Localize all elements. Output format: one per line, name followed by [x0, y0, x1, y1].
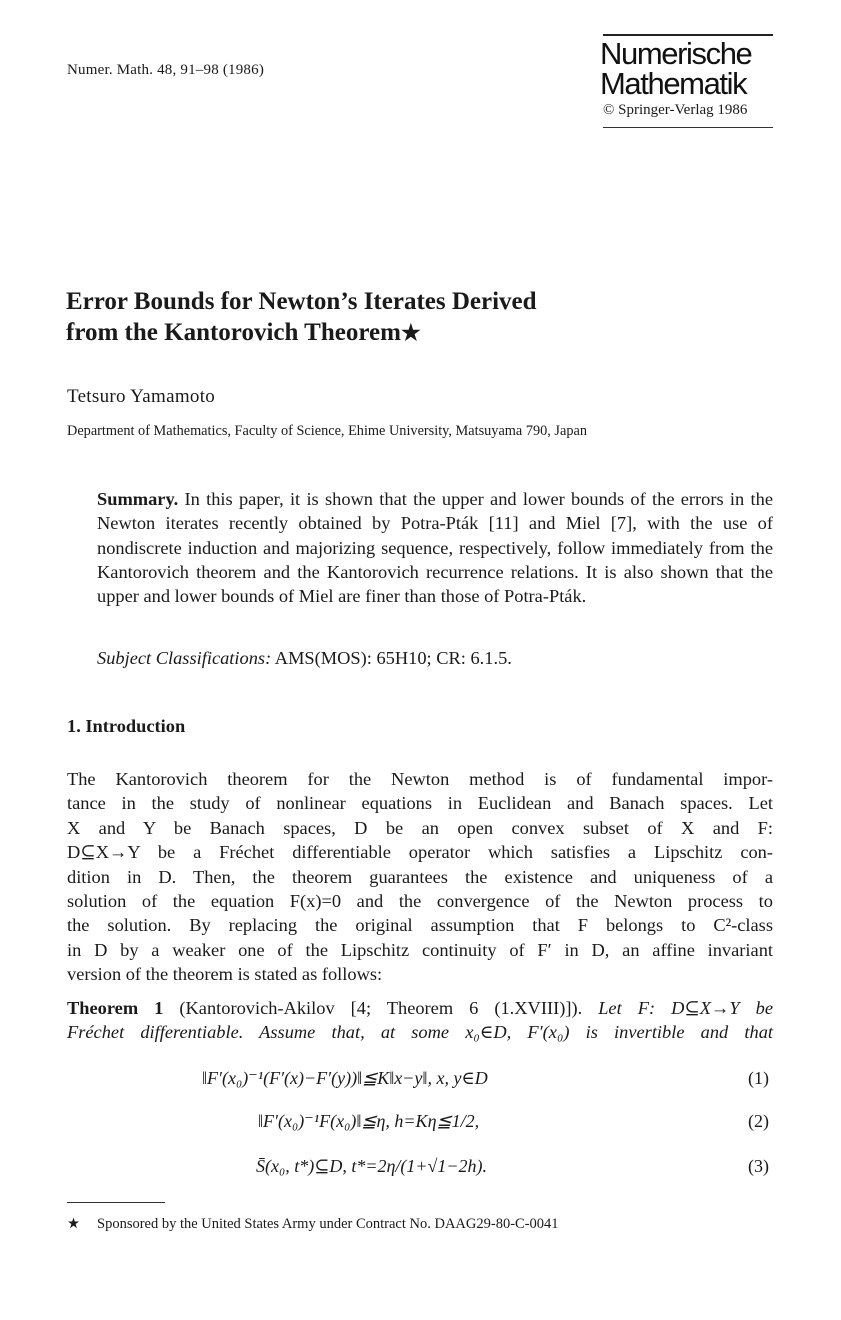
journal-name-line2: Mathematik	[600, 66, 747, 101]
footnote-text: Sponsored by the United States Army under Contract No. DAAG29-80-C-0041	[97, 1216, 559, 1232]
title-line-2: from the Kantorovich Theorem	[66, 319, 401, 346]
publisher-copyright: © Springer-Verlag 1986	[603, 102, 748, 118]
footnote-star: ★	[67, 1216, 80, 1232]
equation-3-number: (3)	[748, 1156, 769, 1176]
subject-codes: AMS(MOS): 65H10; CR: 6.1.5.	[274, 648, 512, 668]
intro-line: dition in D. Then, the theorem guarantees the existence and uniqueness of a	[67, 866, 773, 887]
theorem-source: (Kantorovich-Akilov [4; Theorem 6 (1.XVIII)]).	[179, 998, 583, 1018]
title-footnote-star: ★	[400, 320, 421, 345]
logo-rule-bottom	[603, 127, 773, 128]
intro-line: in D by a weaker one of the Lipschitz continuity of F′ in D, an affine invariant	[67, 939, 773, 960]
theorem-text-2: Fréchet differentiable. Assume that, at some x₀∈D, F′(x₀) is invertible and that	[67, 1022, 773, 1043]
summary-text: In this paper, it is shown that the upper and lower bounds of the errors in the Newton iterates recently obtained by Potra-Pták [11] and Miel [7], with the use of nondiscrete induction and majorizing sequence, respectively, follow immediately from the Kantorovich theorem and the Kantorovich recurrence relations. It is also shown that the upper and lower bounds of Miel are finer than those of Potra-Pták.	[97, 489, 773, 607]
subject-classifications	[97, 648, 512, 669]
intro-line: solution of the equation F(x)=0 and the convergence of the Newton process to	[67, 891, 773, 912]
author-affiliation: Department of Mathematics, Faculty of Science, Ehime University, Matsuyama 790, Japan	[67, 423, 587, 439]
equation-2: ‖F′(x₀)⁻¹F(x₀)‖≦η, h=Kη≦1/2,	[258, 1111, 480, 1131]
theorem-line-1	[67, 996, 773, 1020]
author-name: Tetsuro Yamamoto	[67, 386, 216, 407]
title-line-1: Error Bounds for Newton’s Iterates Derived	[66, 288, 537, 315]
journal-citation: Numer. Math. 48, 91–98 (1986)	[67, 62, 265, 78]
subject-label: Subject Classifications:	[97, 648, 272, 668]
intro-line: The Kantorovich theorem for the Newton method is of fundamental impor-	[67, 769, 773, 789]
footnote	[67, 1216, 559, 1233]
intro-line: D⊆X→Y be a Fréchet differentiable operator which satisfies a Lipschitz con-	[67, 842, 773, 863]
equation-2-number: (2)	[748, 1111, 769, 1131]
paper-title	[66, 286, 706, 348]
equation-1-number: (1)	[748, 1068, 769, 1088]
introduction-paragraph	[67, 767, 773, 987]
theorem-text-1: Let F: D⊆X→Y be	[598, 998, 773, 1018]
intro-line: the solution. By replacing the original assumption that F belongs to C²-class	[67, 915, 773, 936]
theorem-label: Theorem 1	[67, 998, 164, 1018]
journal-name-line1: Numerische	[600, 36, 752, 71]
theorem-1-statement	[67, 996, 773, 1045]
summary-paragraph	[97, 487, 773, 608]
intro-line: X and Y be Banach spaces, D be an open convex subset of X and F:	[67, 817, 773, 838]
theorem-line-2	[67, 1020, 773, 1044]
equation-1: ‖F′(x₀)⁻¹(F′(x)−F′(y))‖≦K‖x−y‖, x, y∈D	[202, 1068, 488, 1088]
footnote-rule	[67, 1202, 165, 1203]
equation-3: S̄(x₀, t*)⊆D, t*=2η/(1+√1−2h).	[256, 1156, 488, 1176]
journal-logo	[600, 34, 775, 128]
intro-line: tance in the study of nonlinear equations in Euclidean and Banach spaces. Let	[67, 793, 773, 814]
section-heading-introduction: 1. Introduction	[67, 716, 186, 736]
summary-label: Summary.	[97, 489, 179, 509]
intro-line: version of the theorem is stated as follows:	[67, 964, 383, 985]
